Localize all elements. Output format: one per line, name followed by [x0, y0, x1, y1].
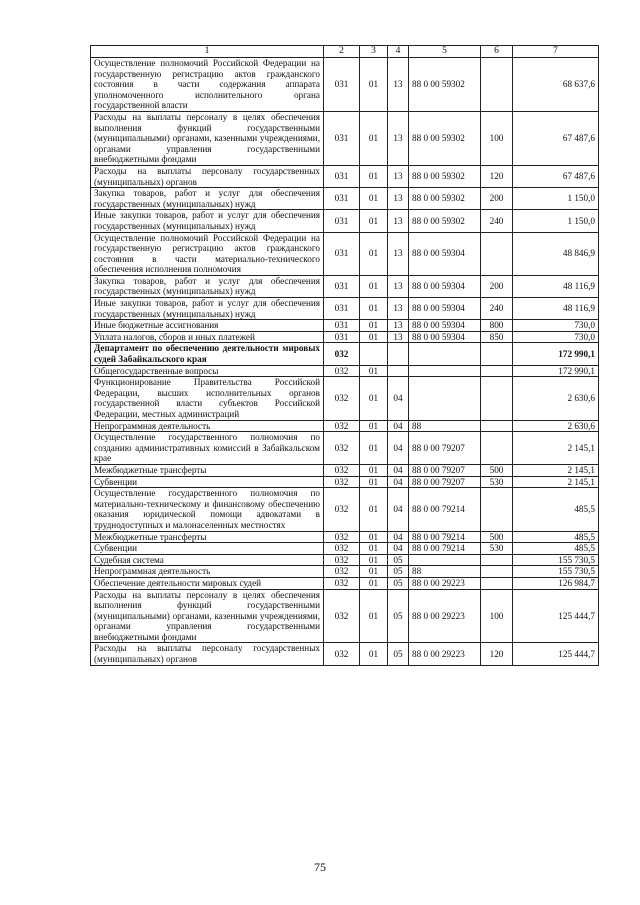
- row-admin-code: 032: [324, 543, 360, 555]
- row-admin-code: 031: [324, 210, 360, 232]
- header-cell: 3: [360, 46, 388, 58]
- row-amount: 485,5: [513, 543, 599, 555]
- row-admin-code: 032: [324, 365, 360, 377]
- row-admin-code: 032: [324, 488, 360, 531]
- row-subsection: 13: [388, 58, 409, 112]
- row-amount: 155 730,5: [513, 554, 599, 566]
- row-name: Обеспечение деятельности мировых судей: [91, 577, 324, 589]
- row-section: 01: [360, 543, 388, 555]
- row-target-item: 88 0 00 29223: [409, 643, 481, 665]
- row-subsection: 05: [388, 577, 409, 589]
- row-name: Расходы на выплаты персоналу в целях обеспечения выполнения функций государственными (муниципальными) органами, казенными учреждениями, органами управления государственными внебюджетными фондами: [91, 589, 324, 643]
- table-row: [91, 589, 599, 643]
- table-row: [91, 577, 599, 589]
- table-row: [91, 111, 599, 165]
- row-amount: 2 145,1: [513, 476, 599, 488]
- row-subsection: 05: [388, 643, 409, 665]
- row-section: 01: [360, 377, 388, 420]
- row-subsection: 04: [388, 420, 409, 432]
- row-target-item: 88 0 00 59302: [409, 58, 481, 112]
- row-amount: 2 145,1: [513, 464, 599, 476]
- row-admin-code: 031: [324, 165, 360, 187]
- table-row: [91, 488, 599, 531]
- row-expense-type: [481, 488, 513, 531]
- row-target-item: 88 0 00 59304: [409, 331, 481, 343]
- row-name: Департамент по обеспечению деятельности мировых судей Забайкальского края: [91, 343, 324, 365]
- row-name: Расходы на выплаты персоналу государственных (муниципальных) органов: [91, 643, 324, 665]
- row-section: 01: [360, 420, 388, 432]
- row-section: [360, 343, 388, 365]
- row-target-item: 88 0 00 59304: [409, 298, 481, 320]
- row-admin-code: 031: [324, 232, 360, 275]
- table-row: [91, 531, 599, 543]
- row-admin-code: 031: [324, 275, 360, 297]
- row-subsection: 13: [388, 320, 409, 332]
- row-section: 01: [360, 643, 388, 665]
- header-cell: 7: [513, 46, 599, 58]
- row-admin-code: 032: [324, 343, 360, 365]
- row-expense-type: [481, 377, 513, 420]
- row-section: 01: [360, 566, 388, 578]
- row-target-item: 88 0 00 79207: [409, 464, 481, 476]
- row-subsection: 05: [388, 589, 409, 643]
- row-expense-type: [481, 58, 513, 112]
- row-section: 01: [360, 165, 388, 187]
- row-name: Субвенции: [91, 543, 324, 555]
- row-admin-code: 031: [324, 331, 360, 343]
- row-admin-code: 032: [324, 377, 360, 420]
- row-subsection: 13: [388, 210, 409, 232]
- row-amount: 730,0: [513, 331, 599, 343]
- row-target-item: 88 0 00 29223: [409, 577, 481, 589]
- row-subsection: 04: [388, 464, 409, 476]
- row-expense-type: 120: [481, 643, 513, 665]
- table-row: [91, 543, 599, 555]
- table-row: [91, 298, 599, 320]
- row-name: Иные закупки товаров, работ и услуг для обеспечения государственных (муниципальных) нужд: [91, 210, 324, 232]
- row-section: 01: [360, 298, 388, 320]
- row-name: Иные закупки товаров, работ и услуг для обеспечения государственных (муниципальных) нужд: [91, 298, 324, 320]
- row-admin-code: 031: [324, 111, 360, 165]
- row-amount: 68 637,6: [513, 58, 599, 112]
- row-name: Уплата налогов, сборов и иных платежей: [91, 331, 324, 343]
- header-cell: 2: [324, 46, 360, 58]
- row-target-item: 88 0 00 59302: [409, 111, 481, 165]
- table-row: [91, 275, 599, 297]
- row-admin-code: 032: [324, 432, 360, 465]
- row-expense-type: 800: [481, 320, 513, 332]
- table-row: [91, 432, 599, 465]
- row-admin-code: 032: [324, 420, 360, 432]
- row-section: 01: [360, 476, 388, 488]
- row-expense-type: 530: [481, 476, 513, 488]
- budget-table: [90, 45, 599, 666]
- row-name: Субвенции: [91, 476, 324, 488]
- row-section: 01: [360, 331, 388, 343]
- row-subsection: 04: [388, 543, 409, 555]
- row-expense-type: [481, 577, 513, 589]
- row-name: Осуществление полномочий Российской Федерации на государственную регистрацию актов гражданского состояния в части содержания аппарата уполномоченного исполнительного органа государственной власти: [91, 58, 324, 112]
- row-expense-type: [481, 420, 513, 432]
- table-row: [91, 420, 599, 432]
- table-row: [91, 58, 599, 112]
- row-target-item: 88: [409, 566, 481, 578]
- row-target-item: 88 0 00 59304: [409, 232, 481, 275]
- row-target-item: [409, 377, 481, 420]
- row-expense-type: 240: [481, 298, 513, 320]
- page-number: 75: [314, 860, 326, 874]
- row-subsection: 13: [388, 331, 409, 343]
- row-expense-type: 200: [481, 275, 513, 297]
- table-row: [91, 643, 599, 665]
- row-target-item: 88 0 00 59302: [409, 210, 481, 232]
- row-amount: 485,5: [513, 488, 599, 531]
- row-admin-code: 032: [324, 589, 360, 643]
- row-name: Межбюджетные трансферты: [91, 531, 324, 543]
- row-amount: 1 150,0: [513, 210, 599, 232]
- row-subsection: 04: [388, 531, 409, 543]
- row-name: Непрограммная деятельность: [91, 420, 324, 432]
- row-amount: 126 984,7: [513, 577, 599, 589]
- row-section: 01: [360, 577, 388, 589]
- row-expense-type: [481, 343, 513, 365]
- row-subsection: 05: [388, 566, 409, 578]
- row-amount: 485,5: [513, 531, 599, 543]
- table-row: [91, 210, 599, 232]
- row-subsection: 13: [388, 232, 409, 275]
- row-admin-code: 032: [324, 577, 360, 589]
- row-expense-type: 100: [481, 111, 513, 165]
- row-expense-type: [481, 554, 513, 566]
- row-amount: 730,0: [513, 320, 599, 332]
- header-cell: 6: [481, 46, 513, 58]
- table-row: [91, 365, 599, 377]
- table-row: [91, 464, 599, 476]
- row-admin-code: 031: [324, 320, 360, 332]
- row-target-item: 88 0 00 59304: [409, 275, 481, 297]
- table-row: [91, 377, 599, 420]
- row-expense-type: 240: [481, 210, 513, 232]
- row-amount: 155 730,5: [513, 566, 599, 578]
- row-target-item: 88 0 00 59302: [409, 188, 481, 210]
- row-section: 01: [360, 320, 388, 332]
- table-row: [91, 476, 599, 488]
- row-expense-type: [481, 365, 513, 377]
- row-target-item: 88 0 00 79214: [409, 543, 481, 555]
- header-cell: 1: [91, 46, 324, 58]
- row-name: Расходы на выплаты персоналу государственных (муниципальных) органов: [91, 165, 324, 187]
- row-subsection: 04: [388, 432, 409, 465]
- row-expense-type: [481, 566, 513, 578]
- row-name: Осуществление государственного полномочия по материально-техническому и финансовому обеспечению оказания юридической помощи адвокатами в труднодоступных и малонаселенных местностях: [91, 488, 324, 531]
- row-section: 01: [360, 432, 388, 465]
- row-amount: 67 487,6: [513, 111, 599, 165]
- row-target-item: 88 0 00 79214: [409, 488, 481, 531]
- row-subsection: 13: [388, 188, 409, 210]
- row-admin-code: 032: [324, 643, 360, 665]
- row-subsection: 04: [388, 476, 409, 488]
- row-expense-type: 850: [481, 331, 513, 343]
- row-amount: 1 150,0: [513, 188, 599, 210]
- row-section: 01: [360, 275, 388, 297]
- row-expense-type: 500: [481, 531, 513, 543]
- table-row: [91, 320, 599, 332]
- row-subsection: 04: [388, 377, 409, 420]
- row-admin-code: 032: [324, 566, 360, 578]
- row-amount: 2 630,6: [513, 420, 599, 432]
- row-target-item: 88 0 00 59302: [409, 165, 481, 187]
- row-amount: 125 444,7: [513, 643, 599, 665]
- row-admin-code: 032: [324, 476, 360, 488]
- row-expense-type: 100: [481, 589, 513, 643]
- row-section: 01: [360, 111, 388, 165]
- row-amount: 48 116,9: [513, 275, 599, 297]
- row-admin-code: 032: [324, 531, 360, 543]
- row-admin-code: 032: [324, 554, 360, 566]
- row-section: 01: [360, 488, 388, 531]
- row-name: Осуществление государственного полномочия по созданию административных комиссий в Забайкальском крае: [91, 432, 324, 465]
- table-row: [91, 554, 599, 566]
- row-name: Судебная система: [91, 554, 324, 566]
- row-expense-type: [481, 432, 513, 465]
- row-amount: 2 630,6: [513, 377, 599, 420]
- row-name: Межбюджетные трансферты: [91, 464, 324, 476]
- row-target-item: [409, 554, 481, 566]
- row-name: Непрограммная деятельность: [91, 566, 324, 578]
- table-row: [91, 232, 599, 275]
- row-name: Общегосударственные вопросы: [91, 365, 324, 377]
- row-expense-type: [481, 232, 513, 275]
- row-name: Закупка товаров, работ и услуг для обеспечения государственных (муниципальных) нужд: [91, 275, 324, 297]
- row-target-item: [409, 343, 481, 365]
- table-row: [91, 331, 599, 343]
- row-admin-code: 031: [324, 58, 360, 112]
- row-amount: 2 145,1: [513, 432, 599, 465]
- row-subsection: [388, 343, 409, 365]
- row-name: Функционирование Правительства Российской Федерации, высших исполнительных органов государственной власти субъектов Российской Федерации, местных администраций: [91, 377, 324, 420]
- row-admin-code: 032: [324, 464, 360, 476]
- row-section: 01: [360, 365, 388, 377]
- header-cell: 4: [388, 46, 409, 58]
- row-target-item: 88: [409, 420, 481, 432]
- row-expense-type: 200: [481, 188, 513, 210]
- row-target-item: [409, 365, 481, 377]
- row-subsection: 13: [388, 165, 409, 187]
- row-expense-type: 530: [481, 543, 513, 555]
- row-amount: 172 990,1: [513, 365, 599, 377]
- table-row: [91, 188, 599, 210]
- row-expense-type: 120: [481, 165, 513, 187]
- row-amount: 67 487,6: [513, 165, 599, 187]
- row-subsection: 04: [388, 488, 409, 531]
- row-name: Иные бюджетные ассигнования: [91, 320, 324, 332]
- row-target-item: 88 0 00 79207: [409, 432, 481, 465]
- row-section: 01: [360, 210, 388, 232]
- row-admin-code: 031: [324, 188, 360, 210]
- row-section: 01: [360, 464, 388, 476]
- row-section: 01: [360, 589, 388, 643]
- row-section: 01: [360, 531, 388, 543]
- table-row: [91, 566, 599, 578]
- table-row: [91, 343, 599, 365]
- row-subsection: 13: [388, 275, 409, 297]
- row-section: 01: [360, 58, 388, 112]
- header-cell: 5: [409, 46, 481, 58]
- row-subsection: 13: [388, 111, 409, 165]
- row-name: Осуществление полномочий Российской Федерации на государственную регистрацию актов гражданского состояния в части материально-технического обеспечения исполнения полномочия: [91, 232, 324, 275]
- row-amount: 48 116,9: [513, 298, 599, 320]
- row-target-item: 88 0 00 79214: [409, 531, 481, 543]
- row-section: 01: [360, 188, 388, 210]
- row-amount: 48 846,9: [513, 232, 599, 275]
- header-row: [91, 46, 599, 58]
- row-name: Закупка товаров, работ и услуг для обеспечения государственных (муниципальных) нужд: [91, 188, 324, 210]
- row-target-item: 88 0 00 79207: [409, 476, 481, 488]
- row-section: 01: [360, 554, 388, 566]
- row-amount: 172 990,1: [513, 343, 599, 365]
- row-expense-type: 500: [481, 464, 513, 476]
- row-target-item: 88 0 00 29223: [409, 589, 481, 643]
- row-subsection: 13: [388, 298, 409, 320]
- row-amount: 125 444,7: [513, 589, 599, 643]
- row-name: Расходы на выплаты персоналу в целях обеспечения выполнения функций государственными (муниципальными) органами, казенными учреждениями, органами управления государственными внебюджетными фондами: [91, 111, 324, 165]
- row-admin-code: 031: [324, 298, 360, 320]
- row-section: 01: [360, 232, 388, 275]
- row-target-item: 88 0 00 59304: [409, 320, 481, 332]
- row-subsection: 05: [388, 554, 409, 566]
- table-row: [91, 165, 599, 187]
- row-subsection: [388, 365, 409, 377]
